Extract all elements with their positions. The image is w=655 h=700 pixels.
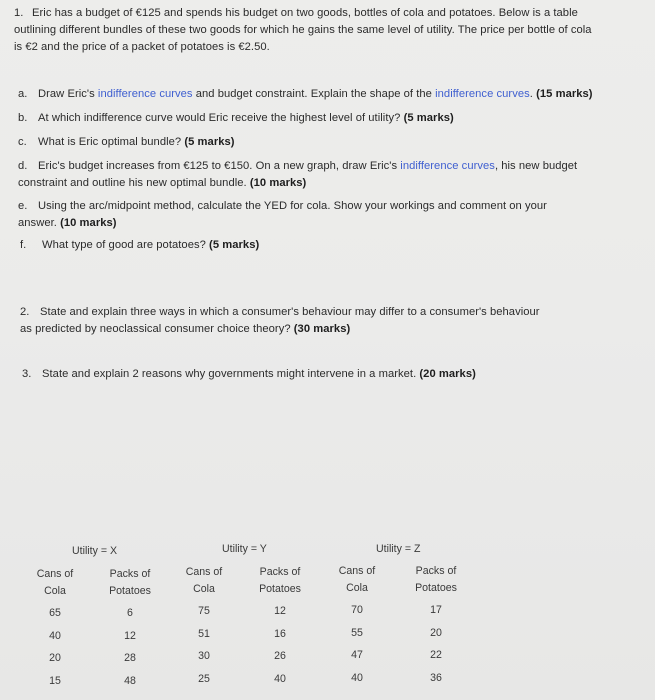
table-cell: 15 xyxy=(49,674,61,687)
table-cell: 12 xyxy=(274,605,286,617)
table-cell: 65 xyxy=(49,607,61,619)
q1-part-b: b. At which indifference curve would Eric receive the highest level of utility? (5 marks) xyxy=(18,112,454,124)
indifference-curves-link[interactable]: indifference curves xyxy=(97,88,193,100)
utility-z-potatoes-column: Packs of Potatoes 17 20 22 36 xyxy=(404,563,468,689)
utility-z-title: Utility = Z xyxy=(376,543,421,555)
table-cell: 40 xyxy=(351,671,363,684)
table-cell: 75 xyxy=(198,605,210,617)
q1-part-e-line-2: answer. (10 marks) xyxy=(18,217,117,229)
q1-part-d-line-1: d. Eric's budget increases from €125 to €150. On a new graph, draw Eric's indifference curves, his new budget xyxy=(18,160,578,172)
q1-intro-line-3: is €2 and the price of a packet of potatoes is €2.50. xyxy=(14,41,270,53)
table-cell: 28 xyxy=(124,652,136,664)
q2-number: 2. xyxy=(20,306,30,318)
utility-y-title: Utility = Y xyxy=(222,543,267,555)
table-cell: 51 xyxy=(198,627,210,640)
utility-y-potatoes-column: Packs of Potatoes 12 16 26 40 xyxy=(248,564,312,690)
utility-x-potatoes-column: Packs of Potatoes 6 12 28 48 xyxy=(98,566,162,692)
indifference-curves-link[interactable]: indifference curves xyxy=(435,88,530,100)
utility-x-title: Utility = X xyxy=(72,545,118,557)
table-cell: 40 xyxy=(274,672,286,685)
table-cell: 36 xyxy=(430,671,442,684)
marks-badge: (5 marks) xyxy=(184,136,235,148)
table-cell: 20 xyxy=(430,626,442,639)
table-cell: 70 xyxy=(351,604,363,616)
table-cell: 6 xyxy=(127,607,133,619)
q1-part-a: a. Draw Eric's indifference curves and budget constraint. Explain the shape of the indifference curves. (15 marks) xyxy=(18,88,593,100)
q1-part-f: f. What type of good are potatoes? (5 marks) xyxy=(20,239,260,251)
table-cell: 26 xyxy=(274,650,286,662)
q3-number: 3. xyxy=(22,368,32,380)
utility-y-cola-column: Cans of Cola 75 51 30 25 xyxy=(175,564,233,690)
q1-number: 1. xyxy=(14,7,24,19)
table-cell: 22 xyxy=(430,649,442,661)
table-cell: 20 xyxy=(49,652,61,664)
table-cell: 17 xyxy=(430,604,442,616)
q1-intro-line-1: 1. Eric has a budget of €125 and spends his budget on two goods, bottles of cola and potatoes. Below is a table xyxy=(14,5,578,22)
q1-part-d-line-2: constraint and outline his new optimal bundle. (10 marks) xyxy=(18,177,307,189)
table-cell: 47 xyxy=(351,649,363,661)
marks-badge: (15 marks) xyxy=(536,88,593,100)
q1-intro-line-2: outlining different bundles of these two goods for which he gains the same level of utility. The price per bottle of cola xyxy=(14,24,592,36)
utility-x-cola-column: Cans of Cola 65 40 20 15 xyxy=(26,566,84,692)
table-cell: 40 xyxy=(49,629,61,642)
indifference-curves-link[interactable]: indifference curves xyxy=(400,160,495,172)
q2-line-1: 2. State and explain three ways in which a consumer's behaviour may differ to a consumer's behaviour xyxy=(20,304,540,321)
table-cell: 16 xyxy=(274,627,286,640)
q1-part-e-line-1: e. Using the arc/midpoint method, calculate the YED for cola. Show your workings and comment on your xyxy=(18,200,547,212)
marks-badge: (5 marks) xyxy=(209,239,260,251)
marks-badge: (10 marks) xyxy=(249,177,307,189)
table-cell: 12 xyxy=(124,629,136,642)
marks-badge: (5 marks) xyxy=(403,112,454,124)
marks-badge: (30 marks) xyxy=(293,323,351,335)
table-cell: 55 xyxy=(351,626,363,639)
q2-line-2: as predicted by neoclassical consumer choice theory? (30 marks) xyxy=(20,323,351,335)
q3: 3. State and explain 2 reasons why governments might intervene in a market. (20 marks) xyxy=(22,366,476,383)
marks-badge: (10 marks) xyxy=(60,217,117,229)
table-cell: 48 xyxy=(124,674,136,687)
q1-part-c: c. What is Eric optimal bundle? (5 marks) xyxy=(18,136,235,148)
marks-badge: (20 marks) xyxy=(419,368,476,380)
utility-z-cola-column: Cans of Cola 70 55 47 40 xyxy=(328,563,386,689)
table-cell: 25 xyxy=(198,672,210,685)
table-cell: 30 xyxy=(198,650,210,662)
